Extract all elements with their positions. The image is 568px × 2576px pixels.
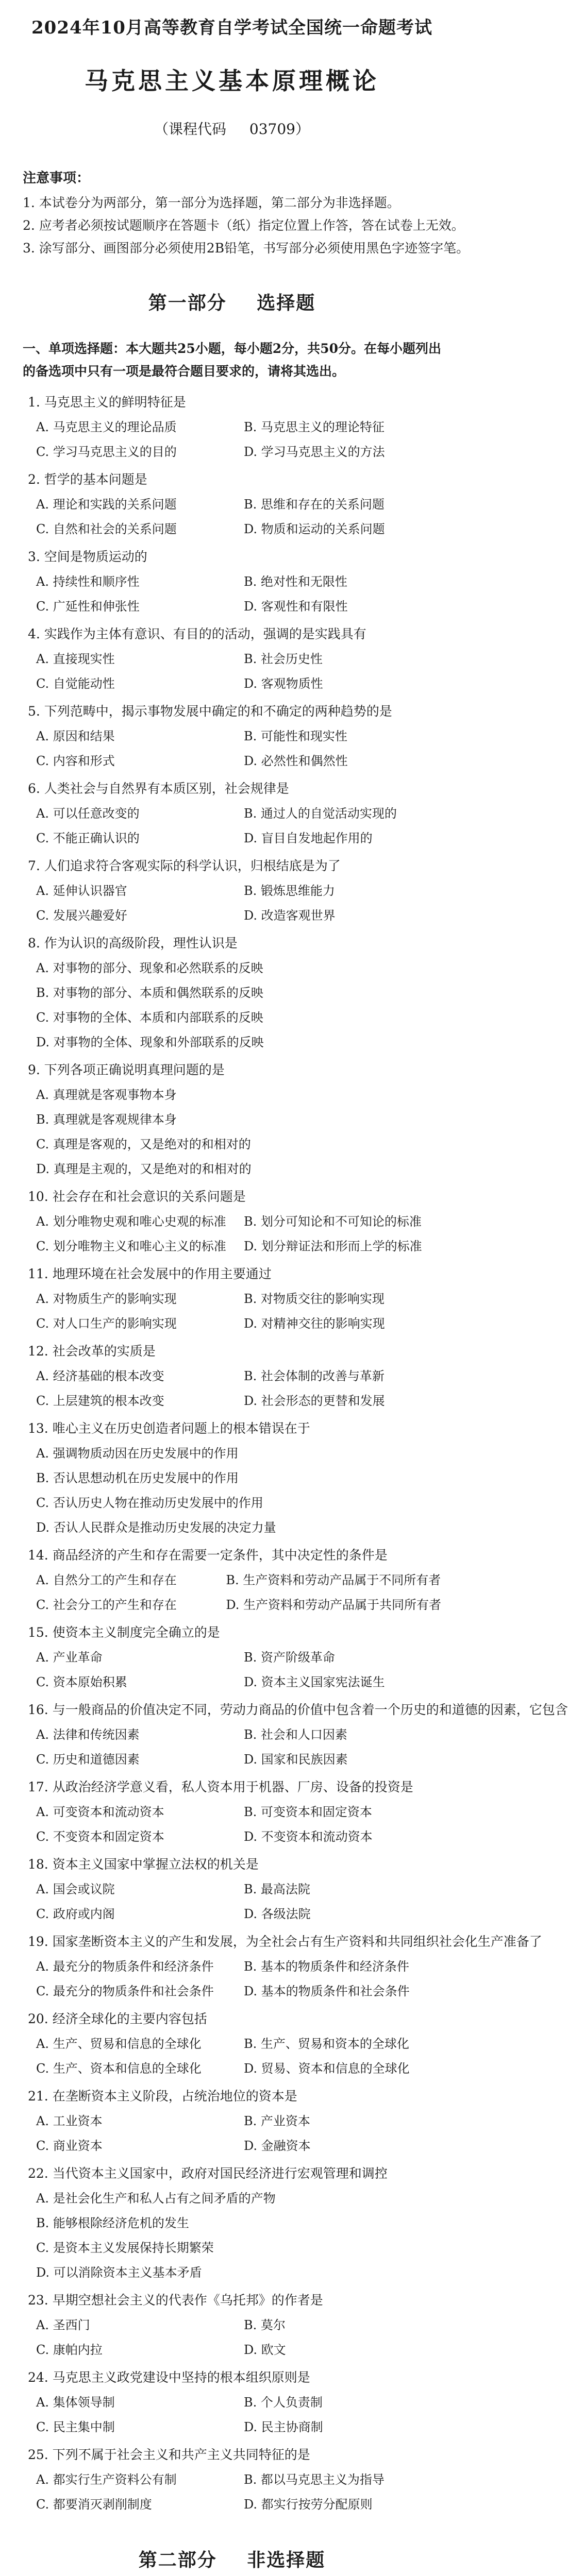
option-list xyxy=(23,415,441,464)
question-stem: 13. 唯心主义在历史创造者问题上的根本错误在于 xyxy=(28,1421,310,1436)
part1-title-left: 第一部分 xyxy=(148,292,227,314)
answer-option: B. 否认思想动机在历史发展中的作用 xyxy=(36,1471,239,1485)
answer-option: A. 对事物的部分、现象和必然联系的反映 xyxy=(36,961,263,975)
answer-option: C. 资本原始积累 xyxy=(36,1675,127,1689)
answer-option: B. 可能性和现实性 xyxy=(244,729,347,743)
answer-option: D. 否认人民群众是推动历史发展的决定力量 xyxy=(36,1520,276,1535)
answer-option: D. 客观性和有限性 xyxy=(244,599,348,614)
answer-option: A. 都实行生产资料公有制 xyxy=(36,2472,177,2487)
question-item xyxy=(23,2443,441,2517)
question-stem: 4. 实践作为主体有意识、有目的的活动，强调的是实践具有 xyxy=(28,626,366,641)
answer-option: D. 资本主义国家宪法诞生 xyxy=(244,1675,385,1689)
option-list xyxy=(23,2031,441,2081)
answer-option: B. 对物质交往的影响实现 xyxy=(244,1292,385,1306)
course-code-value: 03709） xyxy=(249,121,310,138)
answer-option: A. 直接现实性 xyxy=(36,652,115,666)
answer-option: B. 产业资本 xyxy=(244,2114,310,2128)
answer-option: A. 国会或议院 xyxy=(36,1882,115,1896)
question-list xyxy=(23,390,568,2517)
answer-option: B. 锻炼思维能力 xyxy=(244,884,335,898)
question-item xyxy=(23,1543,441,1617)
answer-option: C. 内容和形式 xyxy=(36,754,115,768)
option-list xyxy=(23,1082,441,1181)
question-item xyxy=(23,622,441,696)
answer-option: A. 强调物质动因在历史发展中的作用 xyxy=(36,1446,239,1461)
question-stem: 19. 国家垄断资本主义的产生和发展，为全社会占有生产资料和共同组织社会化生产准备了 xyxy=(28,1934,542,1949)
answer-option: C. 商业资本 xyxy=(36,2139,103,2153)
answer-option: C. 是资本主义发展保持长期繁荣 xyxy=(36,2241,214,2255)
answer-option: D. 国家和民族因素 xyxy=(244,1752,348,1767)
question-item xyxy=(23,776,441,851)
subject-title: 马克思主义基本原理概论 xyxy=(85,67,379,95)
answer-option: C. 康帕内拉 xyxy=(36,2343,103,2357)
answer-option: A. 自然分工的产生和存在 xyxy=(36,1573,177,1587)
question-item xyxy=(23,1184,441,1259)
question-stem: 6. 人类社会与自然界有本质区别，社会规律是 xyxy=(28,781,289,796)
question-stem: 2. 哲学的基本问题是 xyxy=(28,472,147,487)
option-list xyxy=(23,2109,441,2158)
option-list xyxy=(23,724,441,773)
note-item: 3. 涂写部分、画图部分必须使用2B铅笔，书写部分必须使用黑色字迹签字笔。 xyxy=(23,241,470,256)
option-list xyxy=(23,1877,441,1926)
question-stem: 17. 从政治经济学意义看，私人资本用于机器、厂房、设备的投资是 xyxy=(28,1780,413,1794)
option-list xyxy=(23,801,441,851)
option-list xyxy=(23,492,441,541)
answer-option: C. 发展兴趣爱好 xyxy=(36,908,127,923)
answer-option: D. 划分辩证法和形而上学的标准 xyxy=(244,1239,422,1253)
question-stem: 8. 作为认识的高级阶段，理性认识是 xyxy=(28,936,238,951)
answer-option: A. 可以任意改变的 xyxy=(36,806,140,821)
question-stem: 24. 马克思主义政党建设中坚持的根本组织原则是 xyxy=(28,2370,310,2385)
option-list xyxy=(23,1800,441,1849)
answer-option: D. 都实行按劳分配原则 xyxy=(244,2497,373,2512)
answer-option: B. 能够根除经济危机的发生 xyxy=(36,2216,189,2230)
answer-option: B. 绝对性和无限性 xyxy=(244,574,347,589)
option-list xyxy=(23,1364,441,1413)
question-item xyxy=(23,1620,441,1694)
option-list xyxy=(23,1441,441,1540)
answer-option: A. 生产、贸易和信息的全球化 xyxy=(36,2037,202,2051)
question-stem: 1. 马克思主义的鲜明特征是 xyxy=(28,395,186,410)
question-stem: 25. 下列不属于社会主义和共产主义共同特征的是 xyxy=(28,2447,310,2462)
option-list xyxy=(23,956,441,1055)
option-list xyxy=(23,2467,441,2517)
note-item: 2. 应考者必须按试题顺序在答题卡（纸）指定位置上作答，答在试卷上无效。 xyxy=(23,218,464,233)
answer-option: B. 真理就是客观规律本身 xyxy=(36,1112,177,1127)
question-item xyxy=(23,467,441,541)
question-item xyxy=(23,1262,441,1336)
notes-heading: 注意事项： xyxy=(23,171,90,186)
answer-option: A. 圣西门 xyxy=(36,2318,90,2332)
section1-intro: 一、单项选择题：本大题共25小题，每小题2分，共50分。在每小题列出的备选项中只有一项是最符合题目要求的，请将其选出。 xyxy=(23,341,441,379)
answer-option: B. 社会和人口因素 xyxy=(244,1727,347,1742)
question-stem: 20. 经济全球化的主要内容包括 xyxy=(28,2011,207,2026)
answer-option: B. 可变资本和固定资本 xyxy=(244,1805,372,1819)
answer-option: D. 欧文 xyxy=(244,2343,286,2357)
answer-option: D. 改造客观世界 xyxy=(244,908,336,923)
note-item: 1. 本试卷分为两部分，第一部分为选择题，第二部分为非选择题。 xyxy=(23,195,400,210)
option-list xyxy=(23,1209,441,1259)
answer-option: B. 社会历史性 xyxy=(244,652,323,666)
question-stem: 14. 商品经济的产生和存在需要一定条件，其中决定性的条件是 xyxy=(28,1548,388,1563)
answer-option: D. 贸易、资本和信息的全球化 xyxy=(244,2061,410,2076)
question-item xyxy=(23,699,441,773)
question-stem: 18. 资本主义国家中掌握立法权的机关是 xyxy=(28,1857,259,1872)
answer-option: D. 真理是主观的，又是绝对的和相对的 xyxy=(36,1162,252,1176)
answer-option: C. 不能正确认识的 xyxy=(36,831,140,845)
question-stem: 9. 下列各项正确说明真理问题的是 xyxy=(28,1062,225,1077)
course-code xyxy=(23,118,441,139)
answer-option: D. 物质和运动的关系问题 xyxy=(244,522,385,536)
question-item xyxy=(23,2161,441,2285)
answer-option: C. 最充分的物质条件和社会条件 xyxy=(36,1984,214,1998)
answer-option: A. 法律和传统因素 xyxy=(36,1727,140,1742)
question-stem: 23. 早期空想社会主义的代表作《乌托邦》的作者是 xyxy=(28,2293,323,2308)
question-stem: 3. 空间是物质运动的 xyxy=(28,549,147,564)
answer-option: C. 学习马克思主义的目的 xyxy=(36,445,177,459)
question-stem: 21. 在垄断资本主义阶段，占统治地位的资本是 xyxy=(28,2089,297,2104)
option-list xyxy=(23,2390,441,2439)
answer-option: A. 延伸认识器官 xyxy=(36,884,127,898)
answer-option: B. 都以马克思主义为指导 xyxy=(244,2472,385,2487)
answer-option: C. 生产、资本和信息的全球化 xyxy=(36,2061,202,2076)
option-list xyxy=(23,878,441,928)
answer-option: A. 是社会化生产和私人占有之间矛盾的产物 xyxy=(36,2191,276,2206)
answer-option: B. 基本的物质条件和经济条件 xyxy=(244,1959,409,1974)
question-item xyxy=(23,854,441,928)
option-list xyxy=(23,1645,441,1694)
answer-option: C. 否认历史人物在推动历史发展中的作用 xyxy=(36,1496,263,1510)
answer-option: B. 资产阶级革命 xyxy=(244,1650,335,1665)
question-item xyxy=(23,1698,568,1772)
answer-option: A. 对物质生产的影响实现 xyxy=(36,1292,177,1306)
question-item xyxy=(23,390,441,464)
answer-option: D. 必然性和偶然性 xyxy=(244,754,348,768)
answer-option: D. 民主协商制 xyxy=(244,2420,323,2434)
question-stem: 12. 社会改革的实质是 xyxy=(28,1344,156,1359)
answer-option: D. 金融资本 xyxy=(244,2139,311,2153)
part2-title-left: 第二部分 xyxy=(138,2549,217,2571)
answer-option: A. 最充分的物质条件和经济条件 xyxy=(36,1959,214,1974)
exam-title: 2024年10月高等教育自学考试全国统一命题考试 xyxy=(31,18,432,38)
answer-option: D. 盲目自发地起作用的 xyxy=(244,831,373,845)
question-item xyxy=(23,1058,441,1181)
answer-option: C. 对人口生产的影响实现 xyxy=(36,1316,177,1331)
answer-option: B. 莫尔 xyxy=(244,2318,286,2332)
part2-title-right: 非选择题 xyxy=(247,2549,326,2571)
answer-option: A. 可变资本和流动资本 xyxy=(36,1805,164,1819)
answer-option: D. 可以消除资本主义基本矛盾 xyxy=(36,2265,202,2280)
option-list xyxy=(23,1954,441,2004)
option-list xyxy=(23,1286,441,1336)
answer-option: D. 各级法院 xyxy=(244,1907,311,1921)
answer-option: A. 原因和结果 xyxy=(36,729,115,743)
course-code-label: （课程代码 xyxy=(154,121,227,138)
question-item xyxy=(23,2007,441,2081)
answer-option: C. 对事物的全体、本质和内部联系的反映 xyxy=(36,1010,263,1025)
answer-option: D. 客观物质性 xyxy=(244,676,323,691)
answer-option: C. 政府或内阁 xyxy=(36,1907,115,1921)
question-item xyxy=(23,1416,441,1540)
question-item xyxy=(23,1775,441,1849)
answer-option: D. 对事物的全体、现象和外部联系的反映 xyxy=(36,1035,264,1049)
option-list xyxy=(23,2313,441,2362)
answer-option: C. 民主集中制 xyxy=(36,2420,115,2434)
answer-option: B. 生产资料和劳动产品属于不同所有者 xyxy=(226,1573,441,1587)
answer-option: B. 社会体制的改善与革新 xyxy=(244,1369,385,1383)
part2-title xyxy=(23,2546,441,2572)
answer-option: A. 真理就是客观事物本身 xyxy=(36,1088,177,1102)
question-stem: 22. 当代资本主义国家中，政府对国民经济进行宏观管理和调控 xyxy=(28,2166,388,2181)
answer-option: C. 划分唯物主义和唯心主义的标准 xyxy=(36,1239,226,1253)
answer-option: B. 思维和存在的关系问题 xyxy=(244,497,385,512)
answer-option: C. 不变资本和固定资本 xyxy=(36,1829,164,1844)
answer-option: B. 最高法院 xyxy=(244,1882,310,1896)
answer-option: A. 工业资本 xyxy=(36,2114,103,2128)
answer-option: B. 生产、贸易和资本的全球化 xyxy=(244,2037,409,2051)
question-item xyxy=(23,1852,441,1926)
option-list xyxy=(23,647,441,696)
question-item xyxy=(23,2084,441,2158)
question-stem: 7. 人们追求符合客观实际的科学认识，归根结底是为了 xyxy=(28,858,341,873)
answer-option: C. 自然和社会的关系问题 xyxy=(36,522,177,536)
answer-option: C. 社会分工的产生和存在 xyxy=(36,1598,177,1612)
answer-option: C. 真理是客观的，又是绝对的和相对的 xyxy=(36,1137,251,1151)
answer-option: D. 对精神交往的影响实现 xyxy=(244,1316,385,1331)
option-list xyxy=(23,1568,441,1617)
part1-title xyxy=(23,289,441,315)
answer-option: C. 都要消灭剥削制度 xyxy=(36,2497,152,2512)
answer-option: D. 社会形态的更替和发展 xyxy=(244,1394,385,1408)
answer-option: D. 学习马克思主义的方法 xyxy=(244,445,385,459)
answer-option: A. 马克思主义的理论品质 xyxy=(36,420,177,434)
question-item xyxy=(23,2288,441,2362)
answer-option: C. 自觉能动性 xyxy=(36,676,115,691)
answer-option: B. 马克思主义的理论特征 xyxy=(244,420,385,434)
question-item xyxy=(23,1339,441,1413)
question-item xyxy=(23,2365,441,2439)
answer-option: D. 基本的物质条件和社会条件 xyxy=(244,1984,410,1998)
part1-title-right: 选择题 xyxy=(257,292,316,314)
question-item xyxy=(23,931,441,1055)
answer-option: B. 对事物的部分、本质和偶然联系的反映 xyxy=(36,986,263,1000)
question-item xyxy=(23,1929,542,2004)
answer-option: A. 划分唯物史观和唯心史观的标准 xyxy=(36,1214,226,1229)
option-list xyxy=(23,2186,441,2285)
answer-option: B. 通过人的自觉活动实现的 xyxy=(244,806,397,821)
answer-option: A. 集体领导制 xyxy=(36,2395,115,2410)
question-stem: 5. 下列范畴中，揭示事物发展中确定的和不确定的两种趋势的是 xyxy=(28,704,392,719)
answer-option: A. 经济基础的根本改变 xyxy=(36,1369,164,1383)
question-stem: 11. 地理环境在社会发展中的作用主要通过 xyxy=(28,1266,272,1281)
question-stem: 15. 使资本主义制度完全确立的是 xyxy=(28,1625,220,1640)
answer-option: A. 持续性和顺序性 xyxy=(36,574,140,589)
answer-option: D. 不变资本和流动资本 xyxy=(244,1829,373,1844)
option-list xyxy=(23,569,441,619)
question-item xyxy=(23,545,441,619)
answer-option: D. 生产资料和劳动产品属于共同所有者 xyxy=(226,1598,441,1612)
question-stem: 16. 与一般商品的价值决定不同，劳动力商品的价值中包含着一个历史的和道德的因素，它包含 xyxy=(28,1702,568,1717)
answer-option: A. 理论和实践的关系问题 xyxy=(36,497,177,512)
question-stem: 10. 社会存在和社会意识的关系问题是 xyxy=(28,1189,246,1204)
answer-option: B. 划分可知论和不可知论的标准 xyxy=(244,1214,422,1229)
option-list xyxy=(23,1722,441,1772)
answer-option: C. 历史和道德因素 xyxy=(36,1752,140,1767)
answer-option: C. 上层建筑的根本改变 xyxy=(36,1394,164,1408)
answer-option: A. 产业革命 xyxy=(36,1650,103,1665)
notes-section xyxy=(23,167,470,260)
answer-option: B. 个人负责制 xyxy=(244,2395,323,2410)
answer-option: C. 广延性和伸张性 xyxy=(36,599,140,614)
